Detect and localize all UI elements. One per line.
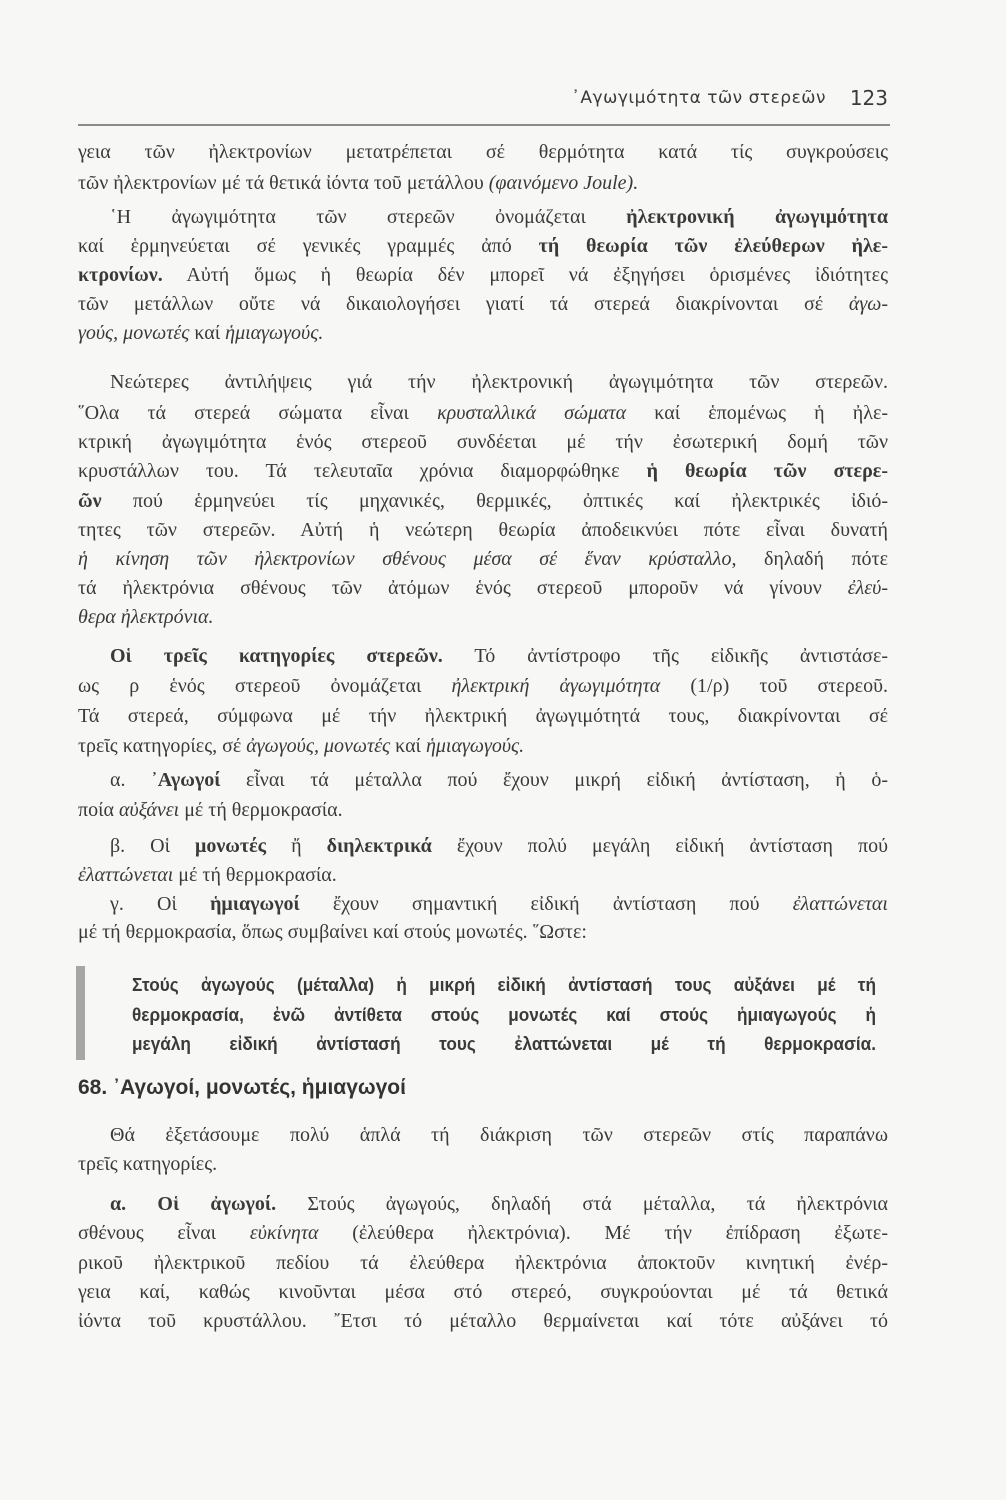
italic-text: αὐξάνει (118, 799, 180, 821)
text-span: καί ἑπομένως ἡ ἠλε- (626, 402, 889, 424)
text-span: καί ἑρμηνεύεται σέ γενικές γραμμές ἀπό (78, 235, 539, 257)
text-line (78, 673, 888, 699)
text-span: ῾Η ἀγωγιμότητα τῶν στερεῶν ὀνομάζεται (110, 206, 627, 228)
bold-text: ῶν (78, 490, 102, 512)
text-span: ἤ (266, 835, 327, 857)
text-line (78, 1151, 888, 1177)
bold-text: κτρονίων. (78, 264, 163, 286)
text-line (110, 369, 888, 395)
text-span: β. Οἱ (110, 835, 196, 857)
page-number: 123 (849, 86, 888, 110)
bold-text: Οἱ τρεῖς κατηγορίες στερεῶν. (110, 645, 443, 667)
text-span: τητες τῶν στερεῶν. Αὐτή ἡ νεώτερη θεωρία ἀποδεικνύει πότε εἶναι δυνατή (78, 519, 888, 541)
text-line (78, 429, 888, 455)
running-header (78, 86, 888, 116)
summary-line (132, 972, 876, 998)
text-line (110, 204, 888, 230)
text-span: σθένους εἶναι (78, 1222, 250, 1244)
text-span: μέ τή θερμοκρασία. (173, 864, 337, 886)
text-line (78, 604, 888, 630)
text-span: Τό ἀντίστροφο τῆς εἰδικῆς ἀντιστάσε- (442, 645, 888, 667)
text-span: θερμοκρασία, ἐνῶ ἀντίθετα στούς μονωτές καί στούς ἡμιαγωγούς ἡ (132, 1004, 876, 1025)
text-span: Θά ἐξετάσουμε πολύ ἁπλά τή διάκριση τῶν στερεῶν στίς παραπάνω (110, 1124, 888, 1146)
text-line (78, 1220, 888, 1246)
text-line (110, 833, 888, 859)
italic-text: ἐλαττώνεται (792, 893, 888, 915)
text-span: ῞Ολα τά στερεά σώματα εἶναι (78, 402, 438, 424)
italic-text: ἡμιαγωγούς. (425, 735, 525, 757)
text-line (78, 488, 888, 514)
bold-text: ἡμιαγωγοί (210, 893, 300, 915)
highlight-bar (76, 966, 85, 1060)
text-span: Στούς ἀγωγούς (μέταλλα) ἡ μικρή εἰδική ἀντίστασή τους αὐξάνει μέ τή (132, 974, 876, 995)
text-span: ἰόντα τοῦ κρυστάλλου. ῎Ετσι τό μέταλλο θερμαίνεται καί τότε αὐξάνει τό (78, 1310, 888, 1332)
text-line (78, 233, 888, 259)
text-line (78, 546, 888, 572)
text-line (78, 139, 888, 165)
bold-text: ἡ θεωρία τῶν στερε- (646, 460, 888, 482)
text-span: εἶναι τά μέταλλα πού ἔχουν μικρή εἰδική ἀντίσταση, ἡ ὁ- (220, 769, 889, 791)
text-line (110, 767, 888, 793)
text-line (78, 1250, 888, 1276)
text-line (78, 703, 888, 729)
text-line (110, 1122, 888, 1148)
text-span: ποία (78, 799, 119, 821)
bold-text: ἠλεκτρονική ἀγωγιμότητα (626, 206, 888, 228)
text-line (78, 1308, 888, 1334)
text-line (110, 643, 888, 669)
text-span: Στούς ἀγωγούς, δηλαδή στά μέταλλα, τά ἠλεκτρόνια (276, 1193, 888, 1215)
text-span: γεια τῶν ἠλεκτρονίων μετατρέπεται σέ θερμότητα κατά τίς συγκρούσεις (78, 141, 888, 163)
text-span: , δηλαδή πότε (731, 548, 888, 570)
summary-line (132, 1031, 876, 1057)
text-line (78, 458, 888, 484)
text-span: (1/ρ) τοῦ στερεοῦ. (660, 675, 888, 697)
text-span: γ. Οἱ (110, 893, 211, 915)
text-span: πού ἑρμηνεύει τίς μηχανικές, θερμικές, ὀπτικές καί ἠλεκτρικές ἰδιό- (101, 490, 888, 512)
text-span: τῶν ἠλεκτρονίων μέ τά θετικά ἰόντα τοῦ μετάλλου (78, 172, 489, 194)
italic-text: ἐλεύ- (847, 577, 888, 599)
text-span: μέ τή θερμοκρασία. (179, 799, 343, 821)
italic-text: ἠλεκτρική ἀγωγιμότητα (451, 675, 661, 697)
text-span: α. (110, 769, 152, 791)
text-line (78, 733, 888, 759)
italic-text: ἡ κίνηση τῶν ἠλεκτρονίων σθένους μέσα σέ ἕναν κρύσταλλο (78, 548, 732, 570)
italic-text: ἀγωγούς, μονωτές (246, 735, 391, 757)
text-span: γεια καί, καθώς κινοῦνται μέσα στό στερεό, συγκρούονται μέ τά θετικά (78, 1281, 888, 1303)
italic-text: κρυσταλλικά σώματα (437, 402, 627, 424)
text-span: καί (390, 735, 426, 757)
text-span: Αὐτή ὅμως ἡ θεωρία δέν μπορεῖ νά ἐξηγήσει ὁρισμένες ἰδιότητες (162, 264, 888, 286)
text-line (78, 517, 888, 543)
text-span: ἔχουν πολύ μεγάλη εἰδική ἀντίσταση πού (431, 835, 888, 857)
text-line (78, 400, 888, 426)
text-line (78, 919, 888, 945)
text-span: μέ τή θερμοκρασία, ὅπως συμβαίνει καί στούς μονωτές. ῞Ωστε: (78, 921, 587, 943)
summary-line (132, 1002, 876, 1028)
italic-text: ἀγω- (848, 293, 888, 315)
italic-text: εὐκίνητα (249, 1222, 319, 1244)
bold-text: διηλεκτρικά (326, 835, 432, 857)
text-line (78, 262, 888, 288)
section-heading: 68. ᾿Αγωγοί, μονωτές, ἡμιαγωγοί (78, 1076, 406, 1099)
italic-text: (φαινόμενο Joule). (488, 172, 639, 194)
italic-text: ἡμιαγωγούς. (225, 322, 324, 344)
bold-text: τή θεωρία τῶν ἐλεύθερων ἠλε- (538, 235, 888, 257)
bold-text: μονωτές (195, 835, 267, 857)
text-span: Νεώτερες ἀντιλήψεις γιά τήν ἠλεκτρονική ἀγωγιμότητα τῶν στερεῶν. (110, 371, 888, 393)
text-span: ρικοῦ ἠλεκτρικοῦ πεδίου τά ἐλεύθερα ἠλεκτρόνια ἀποκτοῦν κινητική ἐνέρ- (78, 1252, 888, 1274)
text-line (78, 797, 888, 823)
text-line (78, 291, 888, 317)
italic-text: ἐλαττώνεται (78, 864, 174, 886)
bold-text: ᾿Αγωγοί (151, 769, 221, 791)
text-span: τῶν μετάλλων οὔτε νά δικαιολογήσει γιατί τά στερεά διακρίνονται σέ (78, 293, 849, 315)
text-line (78, 320, 888, 346)
text-line (110, 1191, 888, 1217)
text-span: καί (189, 322, 226, 344)
header-rule (78, 124, 890, 126)
bold-text: α. Οἱ ἀγωγοί. (110, 1193, 277, 1215)
text-span: κρυστάλλων του. Τά τελευταῖα χρόνια διαμορφώθηκε (78, 460, 647, 482)
text-line (110, 891, 888, 917)
text-line (78, 862, 888, 888)
text-line (78, 575, 888, 601)
italic-text: γούς, μονωτές (78, 322, 190, 344)
italic-text: θερα ἠλεκτρόνια. (78, 606, 214, 628)
text-span: μεγάλη εἰδική ἀντίστασή τους ἐλαττώνεται μέ τή θερμοκρασία. (132, 1033, 876, 1054)
text-span: Τά στερεά, σύμφωνα μέ τήν ἠλεκτρική ἀγωγιμότητά τους, διακρίνονται σέ (78, 705, 888, 727)
text-span: τρεῖς κατηγορίες. (78, 1153, 218, 1175)
text-span: ἔχουν σημαντική εἰδική ἀντίσταση πού (299, 893, 793, 915)
text-line (78, 1279, 888, 1305)
text-span: ως ρ ἑνός στερεοῦ ὀνομάζεται (78, 675, 452, 697)
text-span: τά ἠλεκτρόνια σθένους τῶν ἀτόμων ἑνός στερεοῦ μποροῦν νά γίνουν (78, 577, 848, 599)
text-span: κτρική ἀγωγιμότητα ἑνός στερεοῦ συνδέεται μέ τήν ἐσωτερική δομή τῶν (78, 431, 888, 453)
text-span: (ἐλεύθερα ἠλεκτρόνια). Μέ τήν ἐπίδραση ἐξωτε- (318, 1222, 888, 1244)
text-span: τρεῖς κατηγορίες, σέ (78, 735, 247, 757)
text-line (78, 170, 888, 196)
running-title: ᾿Αγωγιμότητα τῶν στερεῶν (571, 88, 826, 108)
